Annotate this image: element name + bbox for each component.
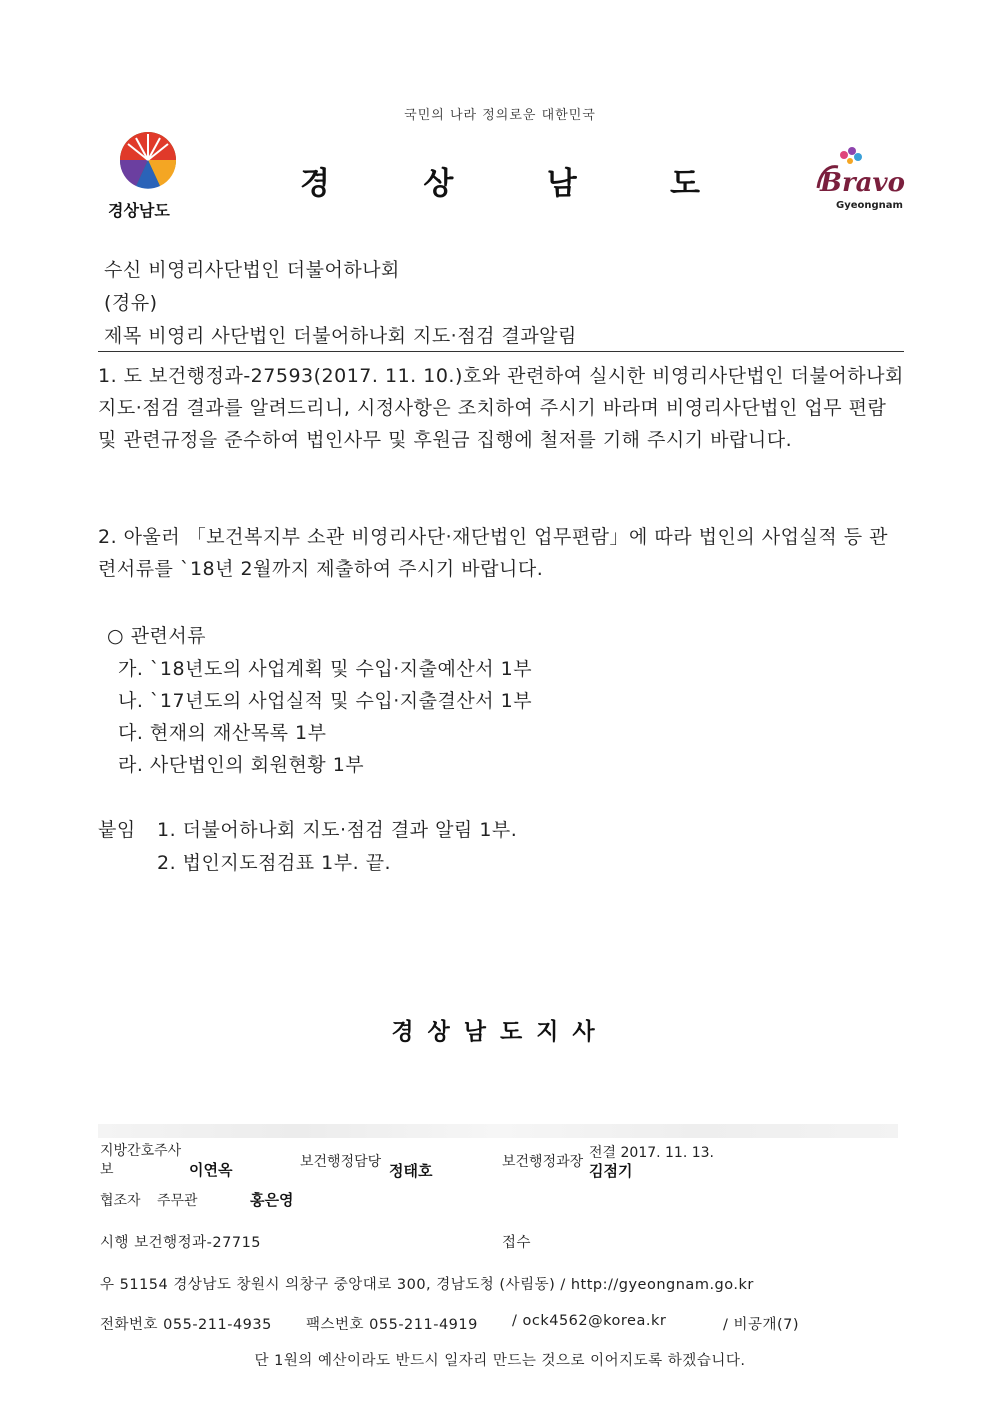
org-char: 상: [423, 166, 454, 202]
approval-date: 전결 2017. 11. 13.: [589, 1145, 715, 1161]
budget-motto: 단 1원의 예산이라도 반드시 일자리 만드는 것으로 이어지도록 하겠습니다.: [254, 1353, 746, 1369]
related-doc-item: 다. 현재의 재산목록 1부: [118, 722, 327, 744]
bravo-logo-text: Bravo: [820, 168, 905, 198]
fax-number: 팩스번호 055-211-4919: [306, 1317, 478, 1333]
reviewer-name: 정태호: [389, 1162, 433, 1180]
signer-title: 경상남도지사: [391, 1019, 609, 1045]
related-docs-heading: ○ 관련서류: [107, 625, 207, 647]
address-line: 우 51154 경상남도 창원시 의창구 중앙대로 300, 경남도청 (사림동) / http://gyeongnam.go.kr: [100, 1277, 754, 1293]
government-slogan: 국민의 나라 정의로운 대한민국: [404, 108, 596, 123]
attachment-item: 1. 더불어하나회 지도·점검 결과 알림 1부.: [157, 819, 518, 841]
org-char: 경: [300, 166, 330, 202]
paragraph-2: 2. 아울러 「보건복지부 소관 비영리사단·재단법인 업무편람」에 따라 법인의 사업실적 등 관련서류를 `18년 2월까지 제출하여 주시기 바랍니다.: [98, 526, 888, 580]
approver-name: 김점기: [589, 1162, 633, 1180]
via-field: (경유): [104, 292, 158, 314]
attachment-label: 붙임: [98, 819, 136, 841]
bravo-gyeongnam-logo: [808, 143, 908, 213]
cooperator-label: 협조자: [100, 1193, 141, 1209]
org-char: 남: [546, 166, 577, 202]
email-address: / ock4562@korea.kr: [512, 1313, 667, 1329]
reviewer-title: 보건행정담당: [300, 1154, 382, 1170]
attachment-item: 2. 법인지도점검표 1부. 끝.: [157, 852, 392, 874]
approver-title: 보건행정과장: [502, 1154, 584, 1170]
scan-smudge: [98, 1124, 898, 1138]
related-doc-item: 나. `17년도의 사업실적 및 수입·지출결산서 1부: [118, 690, 533, 712]
drafter-title: 지방간호주사: [100, 1143, 182, 1159]
disclosure-status: / 비공개(7): [723, 1317, 800, 1333]
related-doc-item: 라. 사단법인의 회원현황 1부: [118, 754, 365, 776]
cooperator-name: 홍은영: [250, 1191, 294, 1209]
gyeongnam-logo-subtext: Gyeongnam: [836, 200, 903, 211]
bravo-flower-icon: [808, 143, 908, 213]
header-divider: [98, 351, 904, 352]
org-char: 도: [670, 166, 700, 202]
receipt-label: 접수: [502, 1235, 532, 1251]
enforcement-number: 시행 보건행정과-27715: [100, 1235, 262, 1251]
cooperator-title: 주무관: [157, 1193, 198, 1209]
subject-field: 제목 비영리 사단법인 더불어하나회 지도·점검 결과알림: [104, 325, 577, 347]
related-doc-item: 가. `18년도의 사업계획 및 수입·지출예산서 1부: [118, 658, 533, 680]
drafter-name: 이연옥: [189, 1161, 233, 1179]
paragraph-1: 1. 도 보건행정과-27593(2017. 11. 10.)호와 관련하여 실시한 비영리사단법인 더불어하나회 지도·점검 결과를 알려드리니, 시정사항은 조치하여 주시기 바라며 비영리사단법인 업무 편람 및 관련규정을 준수하여 법인사무 및 후원금 집행에 철저를 기해 주시기 바랍니다.: [98, 365, 904, 451]
organization-title: [300, 158, 700, 203]
phone-number: 전화번호 055-211-4935: [100, 1317, 272, 1333]
left-logo-text: 경상남도: [108, 201, 170, 220]
recipient-field: 수신 비영리사단법인 더불어하나회: [104, 259, 400, 281]
drafter-title-cont: 보: [100, 1162, 114, 1178]
